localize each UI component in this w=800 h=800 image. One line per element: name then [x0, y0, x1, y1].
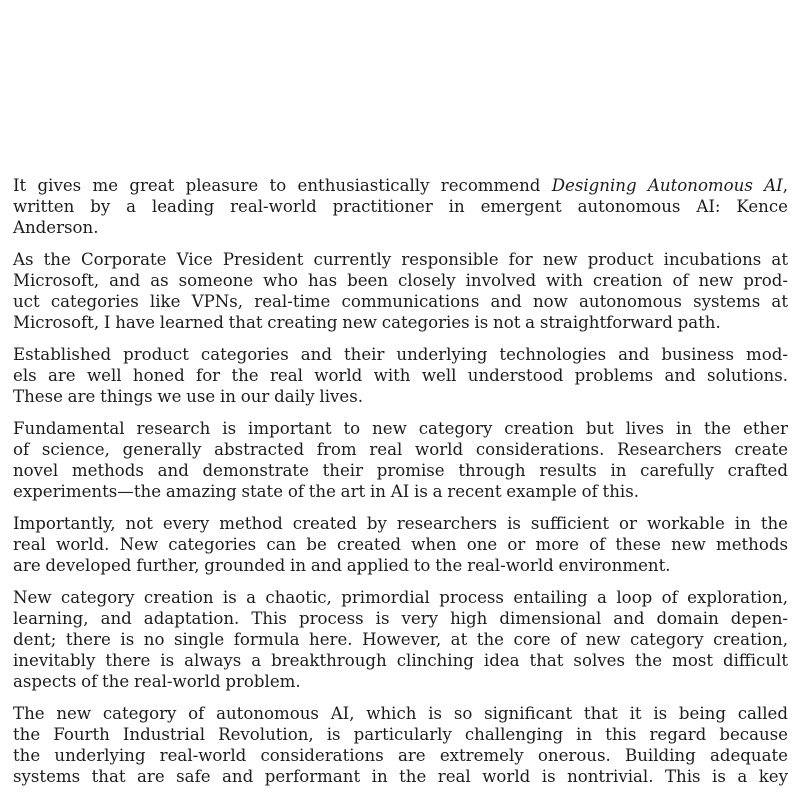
- text-line: [13, 418, 788, 439]
- text-line: [13, 249, 788, 270]
- text-run: It gives me great pleasure to enthusiastically recommend: [13, 176, 552, 195]
- paragraph: [13, 344, 788, 407]
- text-run: are developed further, grounded in and applied to the real-world environment.: [13, 556, 671, 575]
- text-line: [13, 587, 788, 608]
- text-run: Fundamental research is important to new category creation but lives in the ether: [13, 419, 788, 438]
- text-line: [13, 650, 788, 671]
- text-run: New category creation is a chaotic, primordial process entailing a loop of exploration,: [13, 588, 788, 607]
- text-line: [13, 344, 788, 365]
- text-line: [13, 217, 788, 238]
- text-line: [13, 745, 788, 766]
- text-line: [13, 291, 788, 312]
- text-run: inevitably there is always a breakthrough clinching idea that solves the most difficult: [13, 651, 788, 670]
- text-run: systems that are safe and performant in the real world is nontrivial. This is a key: [13, 767, 788, 786]
- text-run: real world. New categories can be created when one or more of these new methods: [13, 535, 788, 554]
- text-line: [13, 671, 788, 692]
- text-line: [13, 724, 788, 745]
- paragraph: [13, 513, 788, 576]
- paragraph: [13, 587, 788, 692]
- text-line: [13, 555, 788, 576]
- text-line: [13, 629, 788, 650]
- text-run: novel methods and demonstrate their promise through results in carefully crafted: [13, 461, 788, 480]
- foreword-body: [13, 175, 788, 798]
- text-run: dent; there is no single formula here. However, at the core of new category creation,: [13, 630, 788, 649]
- text-run: Established product categories and their underlying technologies and business mod-: [13, 345, 788, 364]
- paragraph: [13, 249, 788, 333]
- text-line: [13, 365, 788, 386]
- text-run: Anderson.: [13, 218, 99, 237]
- text-run: of science, generally abstracted from real world considerations. Researchers create: [13, 440, 788, 459]
- text-run: the Fourth Industrial Revolution, is particularly challenging in this regard because: [13, 725, 788, 744]
- text-line: [13, 481, 788, 502]
- text-run: Microsoft, I have learned that creating new categories is not a straightforward path.: [13, 313, 721, 332]
- text-run: The new category of autonomous AI, which is so significant that it is being called: [13, 704, 788, 723]
- text-line: [13, 608, 788, 629]
- text-line: [13, 534, 788, 555]
- text-line: [13, 312, 788, 333]
- text-run: written by a leading real-world practitioner in emergent autonomous AI: Kence: [13, 197, 788, 216]
- book-title-italic: Designing Autonomous AI: [551, 176, 783, 195]
- paragraph: [13, 175, 788, 238]
- text-line: [13, 196, 788, 217]
- text-line: [13, 703, 788, 724]
- text-run: aspects of the real-world problem.: [13, 672, 301, 691]
- paragraph: [13, 418, 788, 502]
- text-run: els are well honed for the real world with well understood problems and solutions.: [13, 366, 788, 385]
- text-line: [13, 439, 788, 460]
- text-run: Importantly, not every method created by researchers is sufficient or workable in the: [13, 514, 788, 533]
- text-run: experiments—the amazing state of the art in AI is a recent example of this.: [13, 482, 639, 501]
- text-run: learning, and adaptation. This process is very high dimensional and domain depen-: [13, 609, 788, 628]
- text-run: ,: [782, 176, 788, 195]
- text-line: [13, 270, 788, 291]
- text-line: [13, 460, 788, 481]
- text-run: uct categories like VPNs, real-time communications and now autonomous systems at: [13, 292, 788, 311]
- text-line: [13, 386, 788, 407]
- text-run: Microsoft, and as someone who has been closely involved with creation of new prod-: [13, 271, 788, 290]
- text-run: the underlying real-world considerations are extremely onerous. Building adequate: [13, 746, 788, 765]
- text-line: [13, 513, 788, 534]
- text-line: [13, 175, 788, 196]
- text-line: [13, 766, 788, 787]
- text-run: As the Corporate Vice President currently responsible for new product incubations at: [13, 250, 788, 269]
- text-run: These are things we use in our daily lives.: [13, 387, 363, 406]
- paragraph: [13, 703, 788, 787]
